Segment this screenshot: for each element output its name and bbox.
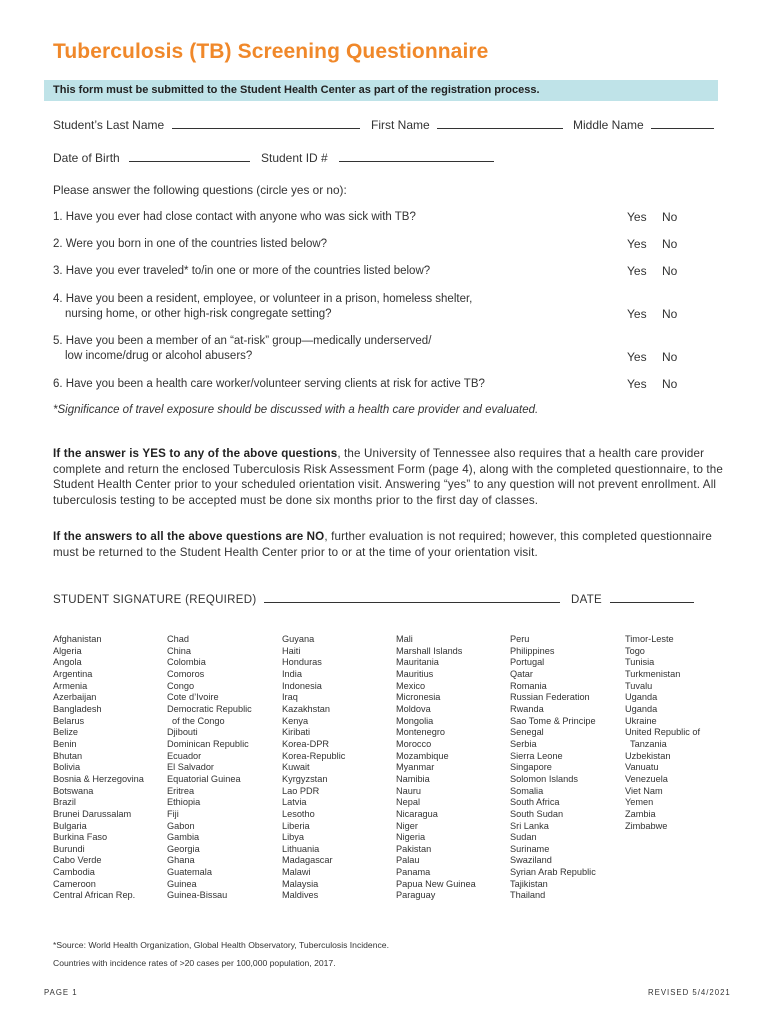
country-item: Mongolia <box>396 715 434 726</box>
first-name-blank[interactable] <box>437 117 563 129</box>
country-item: Montenegro <box>396 727 446 738</box>
country-item: Tunisia <box>625 657 655 668</box>
country-item: Guyana <box>282 634 315 644</box>
question-6-yes[interactable]: Yes <box>627 377 647 391</box>
country-item: Tuvalu <box>625 680 653 691</box>
country-item: Moldova <box>396 703 431 714</box>
country-item: Panama <box>396 867 431 878</box>
country-column-3 <box>282 634 345 902</box>
country-item: Kyrgyzstan <box>282 773 328 784</box>
question-1 <box>53 210 573 225</box>
country-item: Latvia <box>282 797 307 808</box>
form-title: Tuberculosis (TB) Screening Questionnaire <box>53 40 489 63</box>
country-item: Portugal <box>510 657 545 668</box>
source-note: *Source: World Health Organization, Global Health Observatory, Tuberculosis Incidence. <box>53 940 389 950</box>
country-item: Dominican Republic <box>167 738 249 749</box>
country-item: Bangladesh <box>53 703 102 714</box>
question-5-text: 5. Have you been a member of an “at-risk” group—medically underserved/ <box>53 335 432 347</box>
country-item: Fiji <box>167 808 179 819</box>
question-2-text: 2. Were you born in one of the countries listed below? <box>53 238 328 250</box>
country-item: Thailand <box>510 890 546 901</box>
first-name-field[interactable] <box>371 117 563 132</box>
country-item: Chad <box>167 634 189 644</box>
country-item: Solomon Islands <box>510 773 578 784</box>
country-item: Indonesia <box>282 680 322 691</box>
country-item: Burundi <box>53 843 85 854</box>
country-item: Botswana <box>53 785 94 796</box>
last-name-label: Student’s Last Name <box>53 118 165 132</box>
country-item: Mauritania <box>396 657 439 668</box>
yes-paragraph-lead: If the answer is YES to any of the above questions <box>53 447 338 460</box>
question-4-text: 4. Have you been a resident, employee, or volunteer in a prison, homeless shelter, <box>53 293 473 305</box>
country-item: Brunei Darussalam <box>53 808 132 819</box>
country-item: Gabon <box>167 820 195 831</box>
question-1-no[interactable]: No <box>662 210 678 224</box>
signature-field[interactable] <box>53 591 560 606</box>
country-item: Russian Federation <box>510 692 590 703</box>
dob-field[interactable] <box>53 150 250 165</box>
country-item: Zambia <box>625 808 656 819</box>
country-item: Gambia <box>167 832 200 843</box>
country-item: Cabo Verde <box>53 855 102 866</box>
country-item: Nauru <box>396 785 422 796</box>
question-4-no[interactable]: No <box>662 307 678 321</box>
country-item: Myanmar <box>396 762 435 773</box>
country-item: Papua New Guinea <box>396 878 476 889</box>
country-item: Benin <box>53 738 77 749</box>
country-item: Ukraine <box>625 715 657 726</box>
country-item: Yemen <box>625 797 654 808</box>
country-item: Azerbaijan <box>53 692 97 703</box>
country-item: Maldives <box>282 890 319 901</box>
no-paragraph-text: , further evaluation is not required; however, this completed questionnaire must be returned to the Student Health Center prior to or at the time of your orientation visit. <box>53 530 712 559</box>
country-item: Madagascar <box>282 855 333 866</box>
country-item: Niger <box>396 820 418 831</box>
country-item: Bhutan <box>53 750 83 761</box>
no-paragraph-lead: If the answers to all the above questions are NO <box>53 530 325 543</box>
middle-name-field[interactable] <box>573 117 714 132</box>
country-item: Zimbabwe <box>625 820 668 831</box>
country-item: Vanuatu <box>625 762 659 773</box>
country-item: Mexico <box>396 680 426 691</box>
registration-banner: This form must be submitted to the Student Health Center as part of the registration process. <box>44 80 718 101</box>
country-item: Korea-Republic <box>282 750 346 761</box>
country-item: Belize <box>53 727 79 738</box>
country-item: Mozambique <box>396 750 449 761</box>
country-item: Malawi <box>282 867 311 878</box>
country-item: Turkmenistan <box>625 668 681 679</box>
country-item: Kenya <box>282 715 309 726</box>
country-item: of the Congo <box>172 715 225 726</box>
question-3 <box>53 264 573 279</box>
country-item: United Republic of <box>625 727 701 738</box>
question-3-no[interactable]: No <box>662 264 678 278</box>
country-item: Lithuania <box>282 843 320 854</box>
question-2 <box>53 237 573 252</box>
country-item: Guinea-Bissau <box>167 890 228 901</box>
country-item: Rwanda <box>510 703 544 714</box>
country-item: Kuwait <box>282 762 310 773</box>
country-item: Qatar <box>510 668 533 679</box>
question-2-yes[interactable]: Yes <box>627 237 647 251</box>
country-item: Morocco <box>396 738 432 749</box>
student-id-field[interactable] <box>261 150 494 165</box>
country-item: Eritrea <box>167 785 195 796</box>
instructions: Please answer the following questions (circle yes or no): <box>53 183 347 197</box>
country-item: Nepal <box>396 797 421 808</box>
country-item: Lesotho <box>282 808 315 819</box>
country-item: Armenia <box>53 680 88 691</box>
country-item: Nicaragua <box>396 808 438 819</box>
country-item: Bosnia & Herzegovina <box>53 773 144 784</box>
question-1-text: 1. Have you ever had close contact with anyone who was sick with TB? <box>53 211 416 223</box>
country-item: Swaziland <box>510 855 552 866</box>
country-item: Burkina Faso <box>53 832 108 843</box>
country-item: Nigeria <box>396 832 426 843</box>
date-field[interactable] <box>571 591 694 606</box>
country-item: Honduras <box>282 657 322 668</box>
country-item: India <box>282 668 302 679</box>
country-item: Kazakhstan <box>282 703 331 714</box>
revised-date: REVISED 5/4/2021 <box>648 988 731 997</box>
country-item: Palau <box>396 855 420 866</box>
country-item: Central African Rep. <box>53 890 136 901</box>
country-item: Viet Nam <box>625 785 663 796</box>
country-item: Ethiopia <box>167 797 201 808</box>
country-item: Georgia <box>167 843 200 854</box>
country-item: Romania <box>510 680 547 691</box>
country-item: Sri Lanka <box>510 820 549 831</box>
country-item: Senegal <box>510 727 544 738</box>
country-item: Namibia <box>396 773 430 784</box>
date-blank[interactable] <box>610 591 694 603</box>
country-item: Lao PDR <box>282 785 320 796</box>
question-5-no[interactable]: No <box>662 350 678 364</box>
student-id-label: Student ID # <box>261 151 328 165</box>
yes-paragraph <box>53 446 723 509</box>
student-id-blank[interactable] <box>339 150 494 162</box>
country-column-5 <box>510 634 596 902</box>
country-item: Venezuela <box>625 773 668 784</box>
signature-label: STUDENT SIGNATURE (REQUIRED) <box>53 594 257 606</box>
country-item: Korea-DPR <box>282 738 329 749</box>
country-item: Somalia <box>510 785 544 796</box>
country-item: Argentina <box>53 668 93 679</box>
country-item: Algeria <box>53 645 82 656</box>
country-item: Sierra Leone <box>510 750 563 761</box>
country-item: Ecuador <box>167 750 202 761</box>
country-item: Sao Tome & Principe <box>510 715 596 726</box>
question-1-yes[interactable]: Yes <box>627 210 647 224</box>
country-item: Iraq <box>282 692 298 703</box>
country-item: Micronesia <box>396 692 441 703</box>
question-6-text: 6. Have you been a health care worker/volunteer serving clients at risk for active TB? <box>53 378 485 390</box>
country-item: Uzbekistan <box>625 750 671 761</box>
country-item: Tajikistan <box>510 878 548 889</box>
country-item: Guinea <box>167 878 197 889</box>
country-item: South Africa <box>510 797 560 808</box>
question-4-yes[interactable]: Yes <box>627 307 647 321</box>
dob-label: Date of Birth <box>53 151 120 165</box>
page-number: PAGE 1 <box>44 988 78 997</box>
country-item: Malaysia <box>282 878 319 889</box>
country-item: Sudan <box>510 832 537 843</box>
yes-paragraph-text: , the University of Tennessee also requires that a health care provider complete and return the enclosed Tuberculosis Risk Assessment Form (page 4), along with the completed questionnaire, to the Student Health Center prior to your scheduled orientation visit. Answering “yes” to any question will not prevent enrollment. All tuberculosis testing to be accepted must be done six months prior to the first day of classes. <box>53 447 723 508</box>
country-item: South Sudan <box>510 808 564 819</box>
incidence-note: Countries with incidence rates of >20 cases per 100,000 population, 2017. <box>53 958 336 968</box>
country-item: Liberia <box>282 820 310 831</box>
first-name-label: First Name <box>371 118 430 132</box>
last-name-field[interactable] <box>53 117 360 132</box>
dob-blank[interactable] <box>129 150 250 162</box>
country-item: Serbia <box>510 738 537 749</box>
question-5 <box>53 334 573 364</box>
date-label: DATE <box>571 594 603 606</box>
country-item: Democratic Republic <box>167 703 252 714</box>
country-item: Djibouti <box>167 727 198 738</box>
question-6 <box>53 377 573 392</box>
question-5-text-cont: low income/drug or alcohol abusers? <box>65 350 253 362</box>
country-item: Afghanistan <box>53 634 102 644</box>
country-item: Uganda <box>625 692 658 703</box>
country-item: Mali <box>396 634 413 644</box>
country-item: Cote d’Ivoire <box>167 692 219 703</box>
middle-name-label: Middle Name <box>573 118 644 132</box>
country-item: Uganda <box>625 703 658 714</box>
country-item: Syrian Arab Republic <box>510 867 596 878</box>
country-item: Guatemala <box>167 867 212 878</box>
country-item: Comoros <box>167 668 205 679</box>
country-item: Pakistan <box>396 843 432 854</box>
country-item: Libya <box>282 832 304 843</box>
country-item: Togo <box>625 645 645 656</box>
country-item: China <box>167 645 192 656</box>
travel-note: *Significance of travel exposure should be discussed with a health care provider and evaluated. <box>53 404 539 416</box>
question-5-yes[interactable]: Yes <box>627 350 647 364</box>
country-item: Bulgaria <box>53 820 87 831</box>
country-item: Mauritius <box>396 668 434 679</box>
no-paragraph <box>53 529 723 560</box>
country-item: Peru <box>510 634 530 644</box>
country-item: Paraguay <box>396 890 436 901</box>
country-item: Timor-Leste <box>625 634 674 644</box>
question-6-no[interactable]: No <box>662 377 678 391</box>
country-item: Cameroon <box>53 878 96 889</box>
country-item: Marshall Islands <box>396 645 463 656</box>
question-4-text-cont: nursing home, or other high-risk congregate setting? <box>65 308 332 320</box>
signature-blank[interactable] <box>264 591 560 603</box>
country-item: Haiti <box>282 645 301 656</box>
country-item: Tanzania <box>630 738 667 749</box>
last-name-blank[interactable] <box>172 117 360 129</box>
country-item: Brazil <box>53 797 76 808</box>
country-column-1 <box>53 634 144 902</box>
question-3-yes[interactable]: Yes <box>627 264 647 278</box>
question-2-no[interactable]: No <box>662 237 678 251</box>
question-4 <box>53 292 573 322</box>
country-item: Belarus <box>53 715 85 726</box>
country-column-4 <box>396 634 476 902</box>
country-item: Bolivia <box>53 762 81 773</box>
country-column-6 <box>625 634 700 832</box>
middle-name-blank[interactable] <box>651 117 714 129</box>
country-item: Kiribati <box>282 727 311 738</box>
country-item: Congo <box>167 680 195 691</box>
country-item: Cambodia <box>53 867 95 878</box>
country-item: Equatorial Guinea <box>167 773 241 784</box>
country-item: Colombia <box>167 657 206 668</box>
country-item: Philippines <box>510 645 555 656</box>
question-3-text: 3. Have you ever traveled* to/in one or more of the countries listed below? <box>53 265 431 277</box>
country-item: Angola <box>53 657 82 668</box>
country-item: Suriname <box>510 843 550 854</box>
country-item: Singapore <box>510 762 552 773</box>
country-column-2 <box>167 634 252 902</box>
country-item: El Salvador <box>167 762 214 773</box>
country-item: Ghana <box>167 855 195 866</box>
